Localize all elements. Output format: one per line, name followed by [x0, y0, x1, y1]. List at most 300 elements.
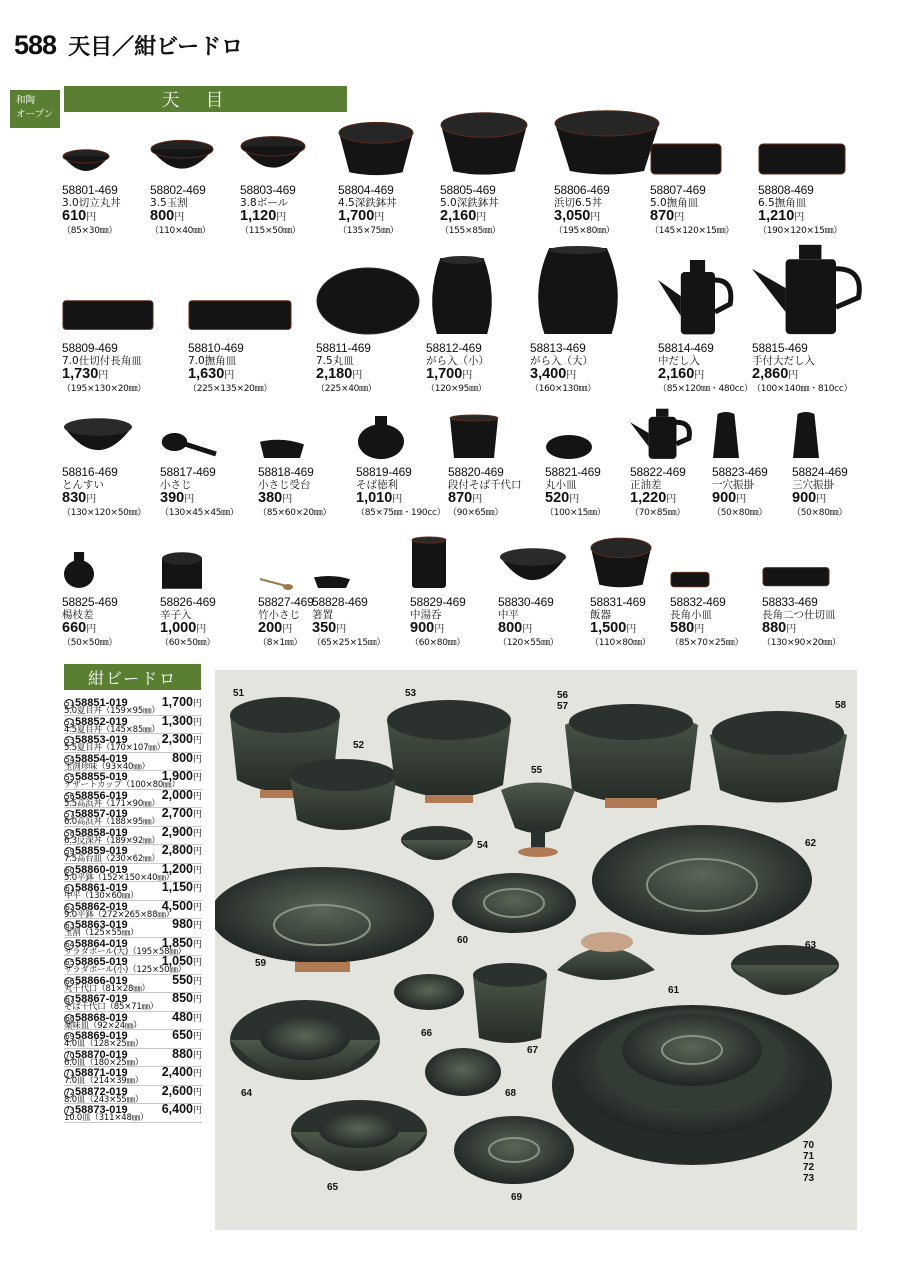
- callout-number: 53: [405, 688, 417, 699]
- product-name: 丸小皿: [545, 478, 577, 491]
- product-size: （50×80㎜）: [792, 508, 848, 518]
- item-number-badge: 67: [65, 995, 75, 1004]
- product-name: 7.0仕切付長角皿: [62, 354, 142, 367]
- price-value: 390: [160, 490, 185, 506]
- price-suffix: 円: [522, 624, 533, 635]
- list-item-main: [64, 861, 202, 876]
- price-value: 1,220: [630, 490, 667, 506]
- price-suffix: 円: [374, 212, 385, 223]
- item-price: 2,700円: [161, 806, 202, 820]
- callout-number: 66: [421, 1028, 433, 1039]
- product-name: 7.0撫角皿: [188, 354, 237, 367]
- product-name: 辛子入: [160, 608, 192, 621]
- product-price: [312, 621, 385, 637]
- product-code: 58832-469: [670, 595, 726, 609]
- price-value: 1,010: [356, 490, 393, 506]
- item-code: 58873-019: [75, 1104, 128, 1116]
- price-value: 870: [650, 208, 675, 224]
- item-number-badge: 55: [65, 773, 75, 782]
- item-code: 58866-019: [75, 974, 128, 987]
- product-name: 5.0深鉄鉢丼: [440, 196, 499, 209]
- price-suffix: 円: [462, 370, 473, 381]
- item-code: 58855-019: [75, 771, 128, 783]
- callout-number: 70: [803, 1140, 815, 1151]
- product-code: 58804-469: [338, 183, 394, 197]
- item-number-badge: 57: [65, 810, 75, 819]
- callout-number: 54: [477, 840, 489, 851]
- product-price: [658, 367, 753, 383]
- item-code: 58856-019: [75, 789, 128, 802]
- product-name: 小さじ受台: [258, 478, 311, 491]
- product-shape: [410, 536, 448, 590]
- category-tag-line1: 和陶: [16, 95, 36, 106]
- item-number-badge: 66: [65, 976, 75, 986]
- product-name: 長角二つ仕切皿: [762, 608, 836, 621]
- product-price: [440, 209, 500, 225]
- product-image-58828-469: [312, 572, 352, 594]
- item-price: 2,600円: [161, 1083, 202, 1098]
- item-description: 玉割（125×55㎜）: [64, 928, 139, 938]
- product-name: 一穴振掛: [712, 478, 754, 491]
- item-number-badge: 53: [65, 736, 75, 745]
- bowl-64: [230, 1000, 380, 1080]
- price-value: 1,700: [338, 208, 375, 224]
- product-size: （85×30㎜）: [62, 226, 118, 236]
- product-card: [316, 342, 376, 396]
- item-code: 58854-019: [75, 752, 128, 765]
- product-code: 58833-469: [762, 595, 818, 609]
- product-name: 浜切6.5丼: [554, 196, 603, 209]
- product-shape: [545, 434, 593, 460]
- product-price: [670, 621, 743, 637]
- product-card: [312, 596, 385, 650]
- price-suffix: 円: [184, 494, 195, 505]
- price-suffix: 円: [566, 370, 577, 381]
- product-price: [498, 621, 558, 637]
- item-price: 1,300円: [161, 713, 202, 728]
- item-code: 58867-019: [75, 993, 128, 1005]
- product-card: [554, 184, 614, 238]
- item-code: 58859-019: [75, 845, 128, 857]
- product-code: 58811-469: [316, 341, 371, 355]
- item-description: 6.0皿（180×25㎜）: [64, 1057, 144, 1068]
- product-price: [758, 209, 842, 225]
- price-value: 1,730: [62, 366, 99, 382]
- product-code: 58810-469: [188, 341, 244, 355]
- item-description: 5.5夏目丼（170×107㎜）: [64, 743, 165, 753]
- price-suffix: 円: [174, 212, 185, 223]
- item-price: 1,700円: [161, 695, 202, 709]
- product-size: （100×15㎜）: [545, 508, 606, 518]
- callout-number: 60: [457, 935, 469, 946]
- item-code: 58860-019: [75, 863, 128, 876]
- product-name: 4.5深鉄鉢丼: [338, 196, 397, 209]
- product-name: 5.0撫角皿: [650, 196, 699, 209]
- product-card: [752, 342, 852, 396]
- price-value: 1,630: [188, 366, 225, 382]
- product-image-58810-469: [188, 292, 292, 340]
- product-size: （110×40㎜）: [150, 226, 211, 236]
- product-card: [530, 342, 596, 396]
- callout-number: 65: [327, 1182, 339, 1193]
- product-price: [160, 621, 216, 637]
- product-card: [712, 466, 768, 520]
- product-card: [258, 596, 314, 650]
- item-price: 4,500円: [161, 898, 202, 913]
- item-number-badge: 58: [65, 828, 75, 838]
- product-price: [530, 367, 596, 383]
- product-price: [188, 367, 272, 383]
- item-code: 58864-019: [75, 937, 128, 950]
- product-image-58813-469: [530, 246, 626, 340]
- price-suffix: 円: [569, 494, 580, 505]
- product-shape: [712, 410, 740, 460]
- product-size: （145×120×15㎜）: [650, 226, 734, 236]
- product-price: [650, 209, 734, 225]
- bowl-66: [394, 974, 464, 1010]
- kon-vidro-price-list: [64, 697, 202, 1123]
- item-code: 58868-019: [75, 1011, 128, 1024]
- product-name: がら入（大）: [530, 354, 593, 367]
- product-image-58803-469: [240, 134, 306, 182]
- product-shape: [448, 414, 500, 460]
- price-suffix: 円: [98, 370, 109, 381]
- product-size: （190×120×15㎜）: [758, 226, 842, 236]
- product-shape: [792, 410, 820, 460]
- product-shape: [752, 240, 864, 336]
- item-price: 1,900円: [161, 769, 202, 783]
- price-value: 870: [448, 490, 473, 506]
- item-description: 5.0平鉢（152×150×40㎜）: [64, 872, 174, 883]
- product-shape: [62, 550, 96, 590]
- price-value: 800: [150, 208, 175, 224]
- product-size: （8×1㎜）: [258, 638, 303, 648]
- product-size: （85×70×25㎜）: [670, 638, 744, 648]
- product-size: （155×85㎜）: [440, 226, 501, 236]
- product-image-58819-469: [356, 414, 406, 464]
- price-value: 1,000: [160, 620, 197, 636]
- item-price: 1,850円: [161, 935, 202, 950]
- product-size: （100×140㎜・810cc）: [752, 384, 853, 394]
- product-shape: [62, 148, 110, 178]
- bowl-52: [290, 759, 397, 830]
- product-code: 58819-469: [356, 465, 412, 479]
- callout-number: 69: [511, 1192, 523, 1203]
- item-price: 1,050円: [161, 954, 202, 968]
- product-size: （50×50㎜）: [62, 638, 118, 648]
- product-code: 58818-469: [258, 465, 314, 479]
- product-card: [498, 596, 558, 650]
- dish-68: [425, 1048, 501, 1096]
- price-suffix: 円: [434, 624, 445, 635]
- price-value: 2,860: [752, 366, 789, 382]
- item-code: 58865-019: [75, 956, 128, 968]
- product-size: （85×60×20㎜）: [258, 508, 332, 518]
- product-card: [62, 596, 118, 650]
- callout-number: 63: [805, 940, 817, 951]
- price-suffix: 円: [276, 212, 287, 223]
- product-image-58805-469: [440, 110, 528, 182]
- list-item-main: [64, 787, 202, 802]
- item-code: 58858-019: [75, 826, 128, 839]
- price-suffix: 円: [674, 212, 685, 223]
- product-image-58816-469: [62, 416, 134, 464]
- product-image-58832-469: [670, 568, 710, 594]
- price-value: 520: [545, 490, 570, 506]
- item-price: 2,300円: [161, 732, 202, 746]
- product-shape: [498, 546, 568, 590]
- item-number-badge: 65: [65, 958, 75, 967]
- product-card: [630, 466, 686, 520]
- product-name: 長角小皿: [670, 608, 712, 621]
- product-code: 58809-469: [62, 341, 118, 355]
- product-shape: [62, 292, 154, 336]
- product-image-58804-469: [338, 120, 414, 182]
- product-name: 小さじ: [160, 478, 192, 491]
- item-number-badge: 71: [65, 1069, 75, 1078]
- item-number-badge: 56: [65, 791, 75, 801]
- callout-number: 51: [233, 688, 245, 699]
- product-image-58833-469: [762, 562, 830, 594]
- price-value: 830: [62, 490, 87, 506]
- item-price: 880円: [172, 1046, 202, 1061]
- product-name: 3.0切立丸丼: [62, 196, 121, 209]
- item-description: 5.5高浜丼（171×90㎜）: [64, 798, 160, 809]
- item-number-badge: 54: [65, 754, 75, 764]
- product-card: [650, 184, 734, 238]
- item-number-badge: 63: [65, 921, 75, 930]
- callout-number: 72: [803, 1162, 815, 1173]
- product-code: 58813-469: [530, 341, 586, 355]
- product-shape: [762, 562, 830, 590]
- item-code: 58861-019: [75, 882, 128, 894]
- product-price: [62, 367, 146, 383]
- item-number-badge: 73: [65, 1106, 75, 1115]
- product-image-58806-469: [554, 108, 660, 182]
- item-description: 7.5高台皿（230×62㎜）: [64, 854, 160, 864]
- product-size: （60×50㎜）: [160, 638, 216, 648]
- product-image-58825-469: [62, 550, 96, 594]
- item-description: 6.0高浜丼（188×95㎜）: [64, 817, 160, 827]
- product-code: 58830-469: [498, 595, 554, 609]
- price-value: 800: [498, 620, 523, 636]
- product-code: 58827-469: [258, 595, 314, 609]
- item-description: 4.0皿（128×25㎜）: [64, 1039, 144, 1049]
- product-card: [258, 466, 331, 520]
- page-title: 天目／紺ビードロ: [68, 35, 244, 60]
- product-image-58812-469: [426, 256, 498, 340]
- price-value: 350: [312, 620, 337, 636]
- product-shape: [338, 120, 414, 178]
- price-suffix: 円: [336, 624, 347, 635]
- product-image-58823-469: [712, 410, 740, 464]
- item-description: 玉渕珍味（93×40㎜）: [64, 761, 150, 772]
- product-shape: [630, 406, 692, 460]
- dish-69: [454, 1116, 574, 1184]
- product-size: （65×25×15㎜）: [312, 638, 386, 648]
- list-item-main: [64, 1083, 202, 1098]
- price-suffix: 円: [816, 494, 827, 505]
- product-image-58826-469: [160, 548, 204, 594]
- item-number-badge: 69: [65, 1032, 75, 1041]
- product-name: 6.5撫角皿: [758, 196, 807, 209]
- bowl-62: [592, 825, 812, 935]
- item-description: サラダボール(大)（195×58㎜）: [64, 946, 186, 957]
- product-code: 58801-469: [62, 183, 118, 197]
- product-shape: [554, 108, 660, 178]
- price-suffix: 円: [282, 624, 293, 635]
- product-size: （130×45×45㎜）: [160, 508, 239, 518]
- product-name: 中湯呑: [410, 608, 442, 621]
- product-card: [448, 466, 522, 520]
- product-image-58807-469: [650, 138, 722, 182]
- product-code: 58805-469: [440, 183, 496, 197]
- product-size: （160×130㎜）: [530, 384, 596, 394]
- price-suffix: 円: [788, 370, 799, 381]
- item-price: 480円: [172, 1009, 202, 1024]
- product-code: 58808-469: [758, 183, 814, 197]
- section-band-tenmoku: 天目: [64, 86, 347, 112]
- price-value: 900: [712, 490, 737, 506]
- product-shape: [258, 577, 294, 591]
- product-card: [410, 596, 466, 650]
- product-price: [160, 491, 239, 507]
- product-shape: [316, 266, 420, 336]
- item-description: そば千代口（85×71㎜）: [64, 1002, 159, 1012]
- price-value: 3,050: [554, 208, 591, 224]
- product-image-58802-469: [150, 138, 214, 182]
- product-image-58822-469: [630, 406, 692, 464]
- item-code: 58870-019: [75, 1048, 128, 1061]
- product-code: 58814-469: [658, 341, 714, 355]
- item-number-badge: 59: [65, 847, 75, 856]
- product-size: （130×90×20㎜）: [762, 638, 841, 648]
- product-shape: [758, 138, 846, 178]
- bowl-58: [710, 711, 847, 803]
- product-size: （60×80㎜）: [410, 638, 466, 648]
- price-suffix: 円: [794, 212, 805, 223]
- callout-number: 64: [241, 1088, 253, 1099]
- product-price: [630, 491, 686, 507]
- price-suffix: 円: [626, 624, 637, 635]
- item-code: 58857-019: [75, 808, 128, 820]
- product-size: （85×120㎜・480cc）: [658, 384, 753, 394]
- product-shape: [160, 548, 204, 590]
- callout-number: 55: [531, 765, 543, 776]
- stacked-plates-70-73: [552, 1005, 832, 1165]
- product-name: そば徳利: [356, 478, 398, 491]
- product-size: （135×75㎜）: [338, 226, 399, 236]
- price-suffix: 円: [590, 212, 601, 223]
- product-shape: [240, 134, 306, 178]
- product-price: [752, 367, 852, 383]
- section-band-kon-vidro: 紺ビードロ: [64, 664, 201, 690]
- product-price: [258, 621, 314, 637]
- price-value: 1,500: [590, 620, 627, 636]
- product-shape: [150, 138, 214, 178]
- callout-number: 73: [803, 1173, 815, 1184]
- product-image-58829-469: [410, 536, 448, 594]
- price-suffix: 円: [694, 370, 705, 381]
- item-price: 980円: [172, 917, 202, 931]
- product-price: [762, 621, 841, 637]
- item-description: デザートカップ（100×80㎜）: [64, 780, 180, 790]
- product-card: [150, 184, 210, 238]
- product-image-58820-469: [448, 414, 500, 464]
- product-code: 58802-469: [150, 183, 206, 197]
- price-suffix: 円: [86, 624, 97, 635]
- product-name: 手付大だし入: [752, 354, 815, 367]
- price-value: 660: [62, 620, 87, 636]
- product-name: 飯器: [590, 608, 611, 621]
- product-name: がら入（小）: [426, 354, 489, 367]
- price-value: 1,210: [758, 208, 795, 224]
- product-size: （50×80㎜）: [712, 508, 768, 518]
- price-value: 900: [410, 620, 435, 636]
- product-size: （70×85㎜）: [630, 508, 686, 518]
- product-name: 三穴振掛: [792, 478, 834, 491]
- item-price: 2,900円: [161, 824, 202, 839]
- product-shape: [658, 256, 734, 336]
- product-size: （85×75㎜・190cc）: [356, 508, 446, 518]
- callout-number: 52: [353, 740, 365, 751]
- kon-vidro-product-photo: [215, 670, 857, 1230]
- item-price: 550円: [172, 972, 202, 987]
- item-price: 800円: [172, 750, 202, 765]
- product-price: [62, 209, 121, 225]
- product-code: 58815-469: [752, 341, 808, 355]
- callout-number: 57: [557, 701, 569, 712]
- product-name: 中平: [498, 608, 519, 621]
- product-name: とんすい: [62, 478, 104, 491]
- item-price: 850円: [172, 991, 202, 1005]
- price-suffix: 円: [282, 494, 293, 505]
- product-price: [258, 491, 331, 507]
- price-suffix: 円: [392, 494, 403, 505]
- list-item-main: [64, 750, 202, 765]
- product-card: [658, 342, 753, 396]
- product-card: [440, 184, 500, 238]
- product-size: （120×55㎜）: [498, 638, 559, 648]
- callout-number: 62: [805, 838, 817, 849]
- product-card: [758, 184, 842, 238]
- product-card: [338, 184, 398, 238]
- item-number-badge: 62: [65, 902, 75, 912]
- product-price: [338, 209, 398, 225]
- price-suffix: 円: [694, 624, 705, 635]
- callout-number: 67: [527, 1045, 539, 1056]
- item-price: 2,000円: [161, 787, 202, 802]
- item-description: サラダボール(小)（125×50㎜）: [64, 965, 186, 975]
- product-card: [670, 596, 743, 650]
- product-name: 3.5玉割: [150, 196, 188, 209]
- price-value: 2,180: [316, 366, 353, 382]
- item-description: 6.3反深丼（189×92㎜）: [64, 835, 160, 846]
- product-image-58818-469: [258, 434, 306, 464]
- item-code: 58862-019: [75, 900, 128, 913]
- price-value: 610: [62, 208, 87, 224]
- item-description: 8.0皿（243×55㎜）: [64, 1094, 144, 1105]
- list-item-main: [64, 824, 202, 839]
- product-price: [62, 491, 146, 507]
- price-suffix: 円: [472, 494, 483, 505]
- product-code: 58821-469: [545, 465, 601, 479]
- product-price: [240, 209, 300, 225]
- item-price: 650円: [172, 1028, 202, 1042]
- price-value: 2,160: [658, 366, 695, 382]
- product-code: 58816-469: [62, 465, 118, 479]
- product-price: [792, 491, 848, 507]
